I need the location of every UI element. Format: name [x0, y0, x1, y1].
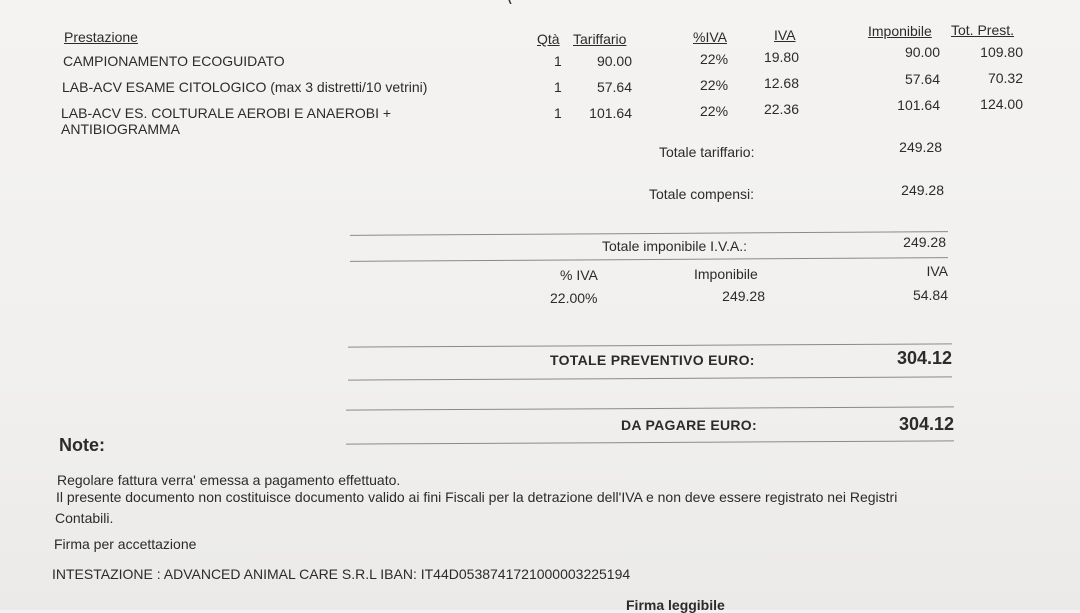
totale-preventivo-label: TOTALE PREVENTIVO EURO:: [550, 352, 755, 368]
totale-tariffario-label: Totale tariffario:: [659, 144, 755, 160]
iva-table-pct: 22.00%: [550, 290, 598, 306]
da-pagare-value: 304.12: [898, 414, 954, 434]
row-1-pct-iva: 22%: [700, 51, 729, 67]
cut-off-title-fragment: [505, 0, 625, 4]
row-2-tot-prest: 70.32: [987, 70, 1023, 86]
col-header-tot-prest: Tot. Prest.: [951, 22, 1015, 38]
col-header-prestazione: Prestazione: [64, 29, 138, 45]
row-2-qta: 1: [554, 79, 562, 95]
totale-imponibile-iva-value: 249.28: [903, 234, 946, 250]
divider-line: [346, 406, 954, 410]
note-line-2: Il presente documento non costituisce documento valido ai fini Fiscali per la detrazione dell'IVA e non deve essere registrato nei Registri: [56, 489, 898, 505]
divider-line: [350, 231, 948, 236]
row-1-tariffario: 90.00: [596, 53, 632, 69]
row-2-imponibile: 57.64: [904, 71, 940, 87]
row-2-pct-iva: 22%: [700, 77, 729, 93]
firma-leggibile: Firma leggibile: [626, 597, 725, 613]
col-header-iva: IVA: [774, 27, 796, 43]
col-header-imponibile: Imponibile: [868, 23, 932, 39]
row-3-qta: 1: [554, 105, 562, 121]
iva-table-header-pct: % IVA: [560, 267, 598, 283]
row-3-pct-iva: 22%: [700, 103, 729, 119]
col-header-pct-iva: %IVA: [693, 29, 727, 45]
row-3-iva: 22.36: [763, 101, 799, 117]
note-line-3: Contabili.: [55, 510, 114, 526]
divider-line: [346, 440, 954, 444]
row-3-prestazione: LAB-ACV ES. COLTURALE AEROBI E ANAEROBI +: [61, 105, 392, 121]
totale-imponibile-iva-label: Totale imponibile I.V.A.:: [602, 238, 748, 254]
col-header-qta: Qtà: [537, 31, 560, 47]
row-2-iva: 12.68: [763, 75, 799, 91]
row-2-prestazione: LAB-ACV ESAME CITOLOGICO (max 3 distretti/10 vetrini): [62, 79, 428, 95]
row-3-imponibile: 101.64: [897, 97, 940, 113]
iva-table-iva: 54.84: [912, 287, 948, 303]
intestazione-iban: INTESTAZIONE : ADVANCED ANIMAL CARE S.R.L IBAN: IT44D0538741721000003225194: [52, 566, 631, 582]
row-3-prestazione-cont: ANTIBIOGRAMMA: [61, 121, 181, 137]
row-3-tariffario: 101.64: [589, 105, 632, 121]
totale-compensi-label: Totale compensi:: [649, 186, 755, 202]
row-1-qta: 1: [554, 53, 562, 69]
row-1-iva: 19.80: [763, 49, 799, 65]
iva-table-imponibile: 249.28: [722, 288, 765, 304]
da-pagare-label: DA PAGARE EURO:: [621, 417, 757, 433]
totale-compensi-value: 249.28: [901, 182, 944, 198]
divider-line: [350, 257, 948, 262]
row-1-tot-prest: 109.80: [980, 44, 1023, 60]
row-1-imponibile: 90.00: [904, 44, 940, 60]
totale-preventivo-value: 304.12: [896, 348, 952, 368]
col-header-tariffario: Tariffario: [573, 31, 627, 47]
row-1-prestazione: CAMPIONAMENTO ECOGUIDATO: [63, 53, 285, 69]
firma-accettazione: Firma per accettazione: [54, 536, 197, 552]
iva-table-header-iva: IVA: [926, 263, 948, 279]
divider-line: [348, 343, 952, 347]
note-title: Note:: [59, 435, 105, 455]
totale-tariffario-value: 249.28: [899, 139, 942, 155]
row-2-tariffario: 57.64: [596, 79, 632, 95]
iva-table-header-imponibile: Imponibile: [694, 266, 758, 282]
row-3-tot-prest: 124.00: [980, 96, 1023, 112]
divider-line: [348, 376, 952, 380]
note-line-1: Regolare fattura verra' emessa a pagamento effettuato.: [57, 472, 401, 488]
